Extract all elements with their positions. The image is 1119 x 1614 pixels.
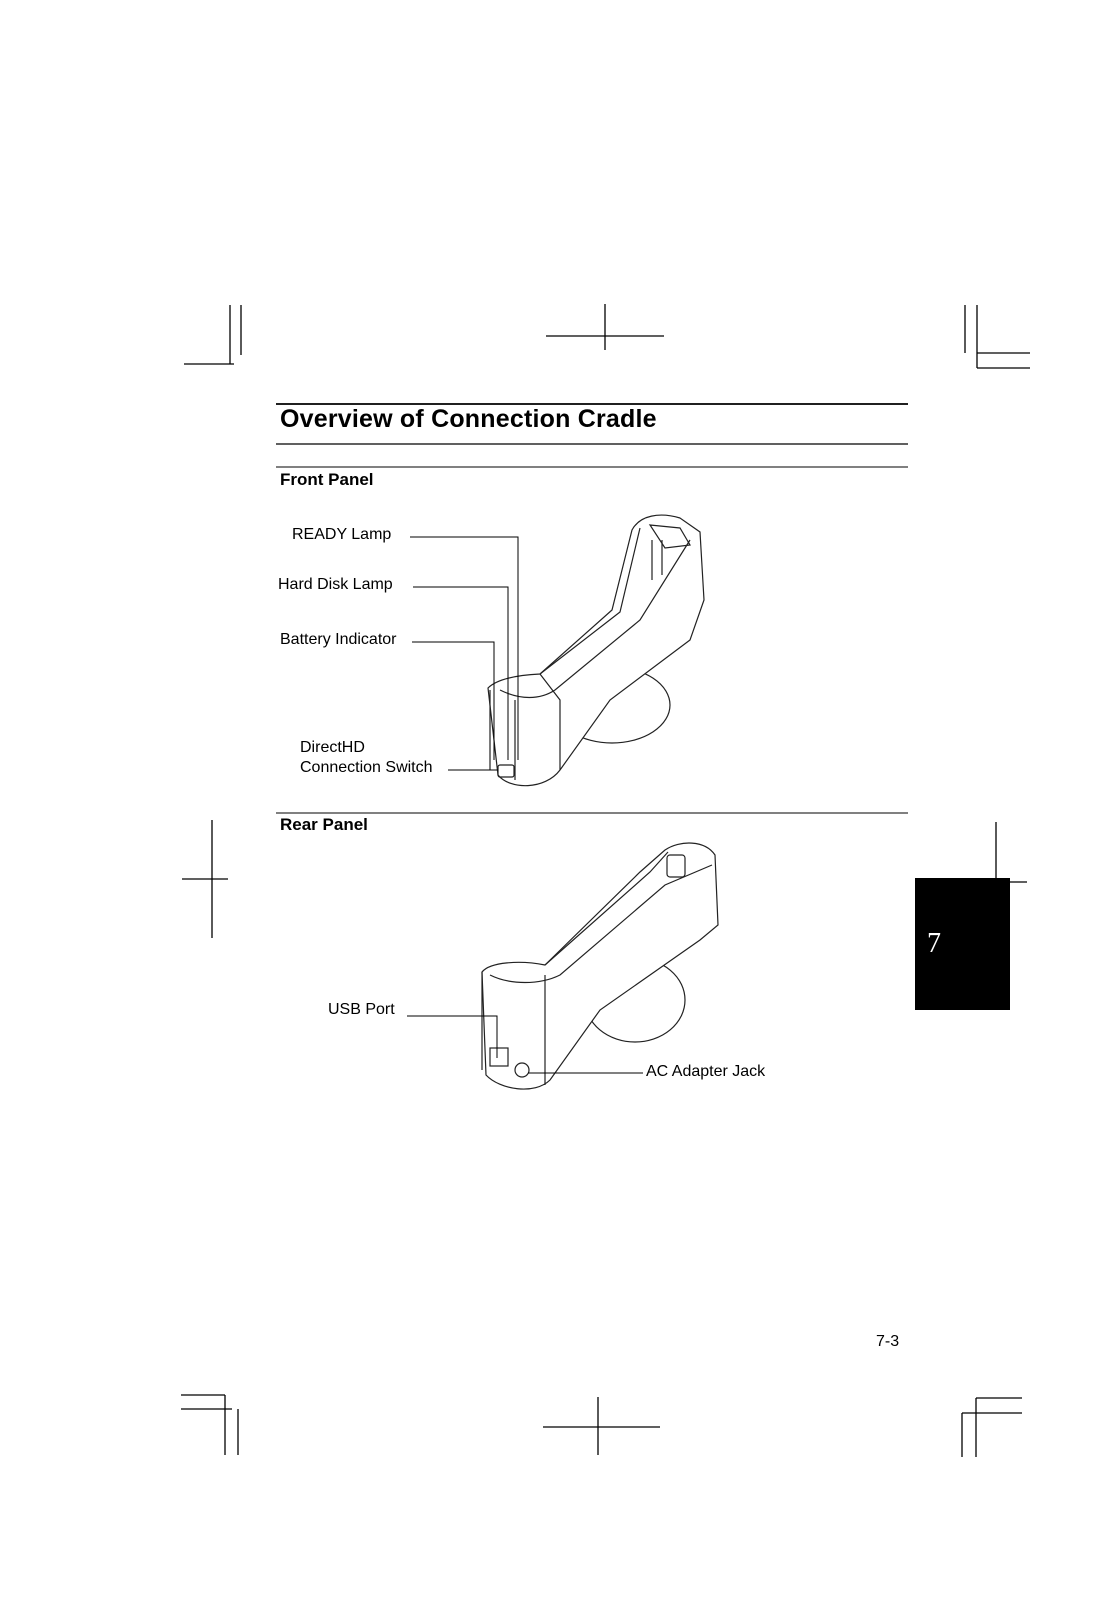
battery-indicator-label: Battery Indicator bbox=[280, 631, 397, 648]
section-rules bbox=[276, 404, 908, 813]
directhd-label-line1: DirectHD bbox=[300, 739, 365, 756]
rear-panel-heading: Rear Panel bbox=[280, 815, 368, 834]
front-panel-heading: Front Panel bbox=[280, 470, 374, 489]
usb-port-label: USB Port bbox=[328, 1001, 395, 1018]
front-cradle-drawing bbox=[488, 515, 704, 786]
rear-cradle-drawing bbox=[482, 843, 718, 1089]
page-title: Overview of Connection Cradle bbox=[280, 405, 657, 433]
directhd-label-line2: Connection Switch bbox=[300, 759, 433, 776]
ac-adapter-jack-label: AC Adapter Jack bbox=[646, 1063, 766, 1080]
chapter-tab-number: 7 bbox=[927, 928, 941, 959]
ready-lamp-label: READY Lamp bbox=[292, 526, 392, 543]
hard-disk-lamp-label: Hard Disk Lamp bbox=[278, 576, 393, 593]
page-number: 7-3 bbox=[876, 1333, 900, 1350]
